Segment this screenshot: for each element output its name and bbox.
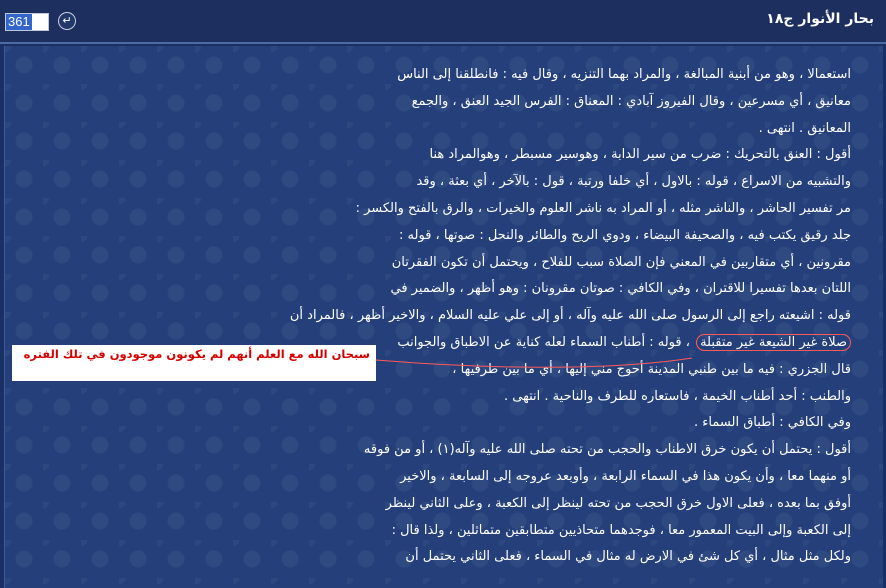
book-title: بحار الأنوار ج١٨ bbox=[766, 11, 874, 27]
text-line: المعانيق . انتهى . bbox=[758, 120, 851, 136]
text-line: ولكل مثل مثال ، أي كل شئ في الارض له مثال في السماء ، فعلى الثاني يحتمل أن bbox=[405, 549, 851, 565]
annotation-note bbox=[12, 345, 376, 381]
text-line: قوله : اشيعته راجع إلى الرسول صلى الله عليه وآله ، أو إلى علي عليه السلام ، والاخير أظهر ، فالمراد أن bbox=[289, 308, 851, 324]
text-line: والطنب : أحد أطناب الخيمة ، فاستعاره للطرف والناحية . انتهى . bbox=[504, 388, 851, 404]
text-line: إلى الكعبة وإلى البيت المعمور معا ، فوجدهما متحاذيين متطابقين متماثلين ، ولذا قال : bbox=[391, 522, 851, 538]
highlighted-line-rest: ، قوله : أطناب السماء لعله كناية عن الاطباق والجوانب bbox=[397, 334, 690, 350]
text-line: اللتان بعدها تفسيرا للاقتران ، وفي الكافي : صوتان مقرونان : وهو أظهر ، والضمير في bbox=[390, 281, 851, 297]
text-line: قال الجزري : فيه ما بين طنبي المدينة أحوج مني إليها ، أي ما بين طرفيها ، bbox=[452, 361, 851, 377]
text-lines bbox=[290, 66, 851, 575]
text-line: استعمالا ، وهو من أبنية المبالغة ، والمراد بهما التنزيه ، وقال فيه : فانطلقنا إلى الناس bbox=[397, 67, 851, 82]
enter-arrow-icon: ↵ bbox=[62, 14, 72, 27]
circled-phrase: صلاة غير الشيعة غير متقبلة bbox=[696, 334, 851, 351]
text-line: مقرونين ، أي متقاربين في المعني فإن الصلاة سبب للفلاح ، ويحتمل أن تكون الفقرتان bbox=[391, 254, 851, 270]
text-line: جلد رقيق يكتب فيه ، والصحيفة البيضاء ، ودوي الريح والطائر والنحل : صوتها ، قوله : bbox=[399, 227, 851, 243]
text-line: مر تفسير الحاشر ، والناشر مثله ، أو المراد به ناشر العلوم والخيرات ، والرق بالفتح والكسر : bbox=[355, 200, 851, 216]
text-line: وفي الكافي : أطباق السماء . bbox=[694, 415, 851, 431]
text-line: أقول : العنق بالتحريك : ضرب من سير الدابة ، وهوسير مسبطر ، وهوالمراد هنا bbox=[429, 147, 851, 163]
page-content bbox=[4, 46, 883, 588]
text-line: والتشبيه من الاسراع ، قوله : بالاول ، أي خلفا ورتبة ، قول : بالآخر ، أي بعثة ، وقد bbox=[416, 174, 851, 190]
go-to-page-button[interactable] bbox=[58, 12, 76, 30]
page-number-input[interactable] bbox=[5, 13, 49, 31]
text-line: أوفق بما بعده ، فعلى الاول خرق الحجب من تحته لينظر إلى الكعبة ، وعلى الثاني لينظر bbox=[385, 495, 851, 511]
annotation-connector bbox=[376, 352, 692, 372]
text-line: أو منهما معا ، وأن يكون هذا في السماء الرابعة ، وأوبعد عروجه إلى السابعة ، والاخير bbox=[400, 468, 851, 484]
page-number-value: 361 bbox=[8, 14, 30, 29]
annotation-note-text: سبحان الله مع العلم أنهم لم يكونون موجودون في تلك الفتره bbox=[23, 347, 370, 361]
text-line: معانيق ، أي مسرعين ، وقال الفيروز آبادي : المعناق : الفرس الجيد العنق ، والجمع bbox=[411, 93, 851, 109]
title-bar bbox=[0, 0, 886, 44]
text-line: أقول : يحتمل أن يكون خرق الاطناب والحجب من تحته صلى الله عليه وآله(١) ، أو من فوقه bbox=[363, 442, 851, 458]
